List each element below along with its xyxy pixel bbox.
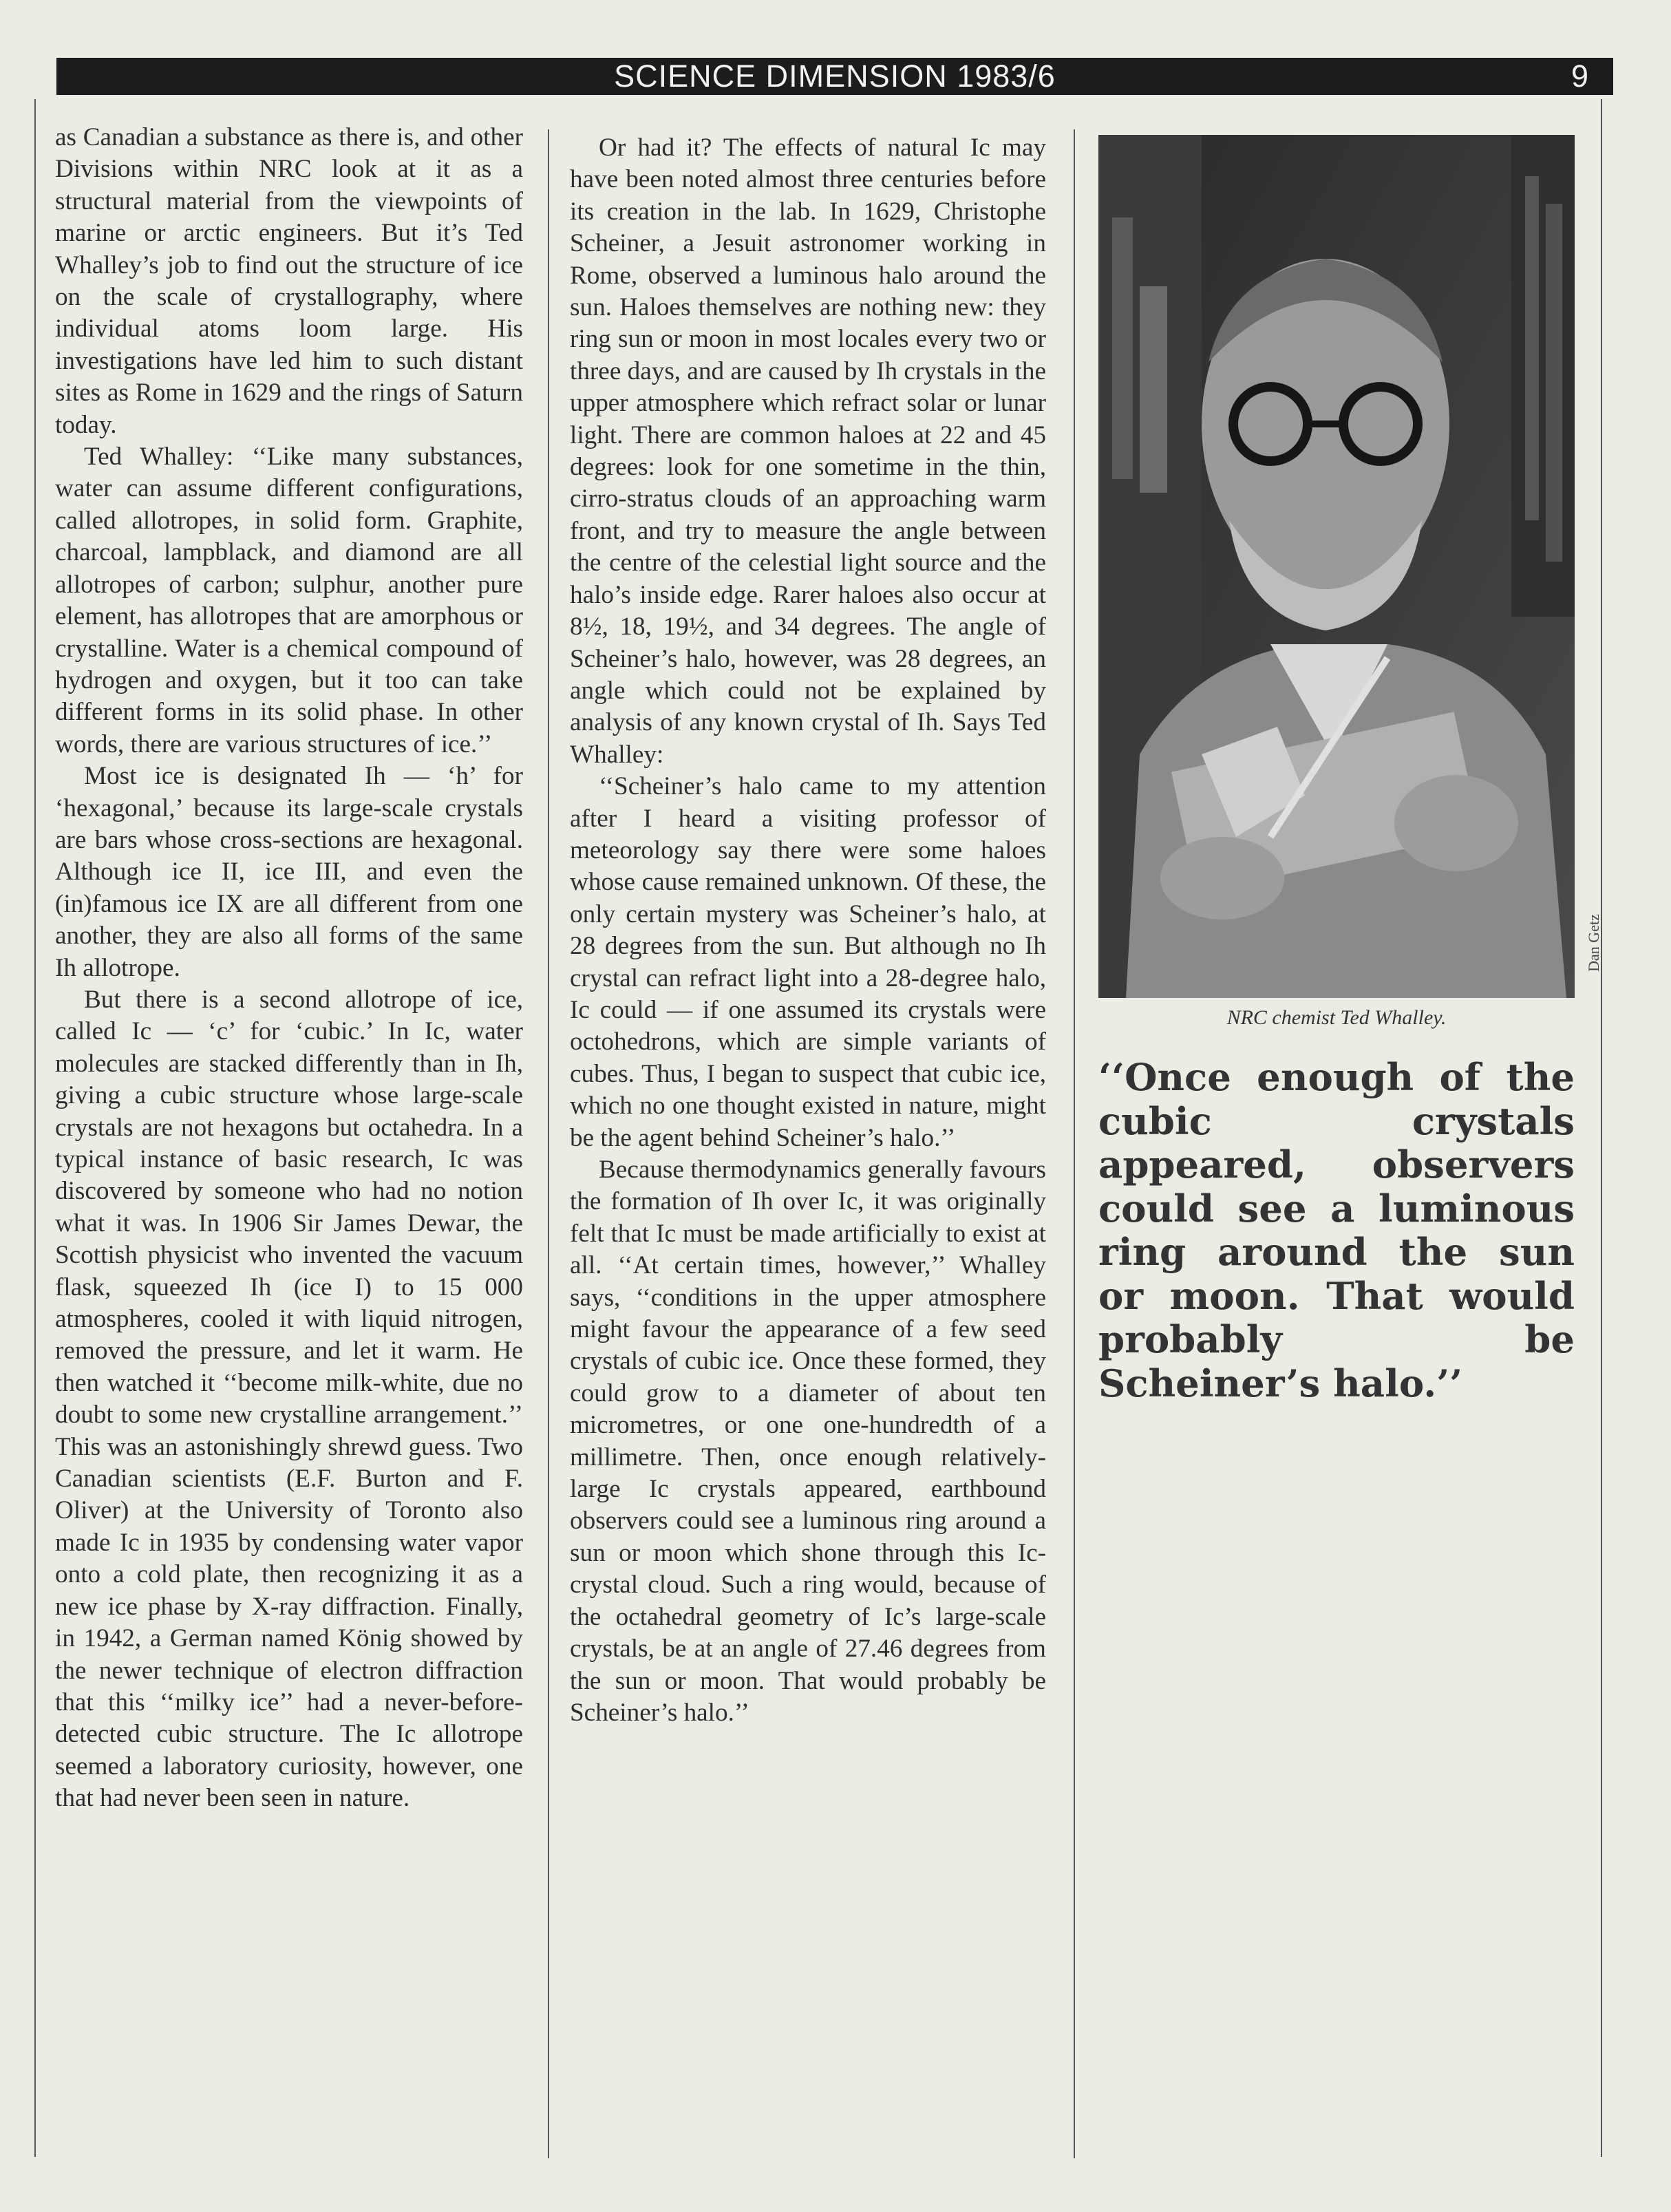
paragraph: Or had it? The effects of natural Ic may have been noted almost three centuries before its creation in the lab. In 1629, Christophe Scheiner, a Jesuit astronomer working in Rome, observed a luminous halo around the sun. Haloes themselves are nothing new: they ring sun or moon in most locales every two or three days, and are caused by Ih crystals in the upper atmosphere which refract solar or lunar light. There are common haloes at 22 and 45 degrees: look for one sometime in the thin, cirro-stratus clouds of an approaching warm front, and try to measure the angle between the centre of the celestial light source and the halo’s inside edge. Rarer haloes also occur at 8½, 18, 19½, and 34 degrees. The angle of Scheiner’s halo, however, was 28 degrees, an angle which could not be explained by analysis of any known crystal of Ih. Says Ted Whalley:	[570, 134, 1046, 769]
paragraph: Most ice is designated Ih — ‘h’ for ‘hexagonal,’ because its large-scale crystals are bars whose cross-sections are hexagonal. Although ice II, ice III, and even the (in)famous ice IX are all different from one another, they are also all forms of the same Ih allotrope.	[55, 762, 523, 982]
photo-caption: NRC chemist Ted Whalley.	[1226, 1006, 1447, 1029]
paragraph: as Canadian a substance as there is, and other Divisions within NRC look at it as a structural material from the viewpoints of marine or arctic engineers. But it’s Ted Whalley’s job to find out the structure of ice on the scale of crystallography, where individual atoms loom large. His investigations have led him to such distant sites as Rome in 1629 and the rings of Saturn today.	[55, 123, 523, 439]
publication-title: SCIENCE DIMENSION 1983/6	[614, 59, 1056, 94]
column-divider-left	[34, 99, 36, 2157]
column-divider-far-right	[1601, 99, 1602, 2157]
article-column-2	[570, 132, 1046, 1729]
column-divider-right	[1074, 129, 1075, 2158]
paragraph: But there is a second allotrope of ice, called Ic — ‘c’ for ‘cubic.’ In Ic, water molecules are stacked differently than in Ih, giving a cubic structure whose large-scale crystals are not hexagons but octahedra. In a typical instance of basic research, Ic was discovered by someone who had no notion what it was. In 1906 Sir James Dewar, the Scottish physicist who invented the vacuum flask, squeezed Ih (ice I) to 15 000 atmospheres, cooled it with liquid nitrogen, removed the pressure, and let it warm. He then watched it ‘‘become milk-white, due no doubt to some new crystalline arrangement.’’ This was an astonishingly shrewd guess. Two Canadian scientists (E.F. Burton and F. Oliver) at the University of Toronto also made Ic in 1935 by condensing water vapor onto a cold plate, then recognizing it as a new ice phase by X-ray diffraction. Finally, in 1942, a German named König showed by the newer technique of electron diffraction that this ‘‘milky ice’’ had a never-before-detected cubic structure. The Ic allotrope seemed a laboratory curiosity, however, one that had never been seen in nature.	[55, 985, 523, 1813]
running-header	[56, 58, 1613, 95]
paragraph: ‘‘Scheiner’s halo came to my attention after I heard a visiting professor of meteorology say there were some haloes whose cause remained unknown. Of these, the only certain mystery was Scheiner’s halo, at 28 degrees from the sun. But although no Ih crystal can refract light into a 28-degree halo, Ic could — if one assumed its crystals were octohedrons, which are simple variants of cubes. Thus, I began to suspect that cubic ice, which no one thought existed in nature, might be the agent behind Scheiner’s halo.’’	[570, 772, 1046, 1152]
column-divider-middle	[548, 129, 549, 2158]
page-number: 9	[1571, 59, 1588, 94]
portrait-photo	[1098, 135, 1575, 998]
photo-credit: Dan Getz	[1585, 914, 1602, 972]
paragraph: Ted Whalley: ‘‘Like many substances, water can assume different configurations, called allotropes, in solid form. Graphite, charcoal, lampblack, and diamond are all allotropes of carbon; sulphur, another pure element, has allotropes that are amorphous or crystalline. Water is a chemical compound of hydrogen and oxygen, but it too can take different forms in its solid phase. In other words, there are various structures of ice.’’	[55, 443, 523, 758]
pull-quote: ‘‘Once enough of the cubic crystals appeared, observers could see a luminous ring around the sun or moon. That would probably be Scheiner’s halo.’’	[1098, 1055, 1575, 1405]
article-column-1	[55, 122, 523, 1815]
portrait-illustration	[1098, 135, 1575, 998]
paragraph: Because thermodynamics generally favours the formation of Ih over Ic, it was originally felt that Ic must be made artificially to exist at all. ‘‘At certain times, however,’’ Whalley says, ‘‘conditions in the upper atmosphere might favour the appearance of a few seed crystals of cubic ice. Once these formed, they could grow to a diameter of about ten micrometres, or one one-hundredth of a millimetre. Then, once enough relatively-large Ic crystals appeared, earthbound observers could see a luminous ring around a sun or moon which shone through this Ic-crystal cloud. Such a ring would, because of the octahedral geometry of Ic’s large-scale crystals, be at an angle of 27.46 degrees from the sun or moon. That would probably be Scheiner’s halo.’’	[570, 1156, 1046, 1727]
